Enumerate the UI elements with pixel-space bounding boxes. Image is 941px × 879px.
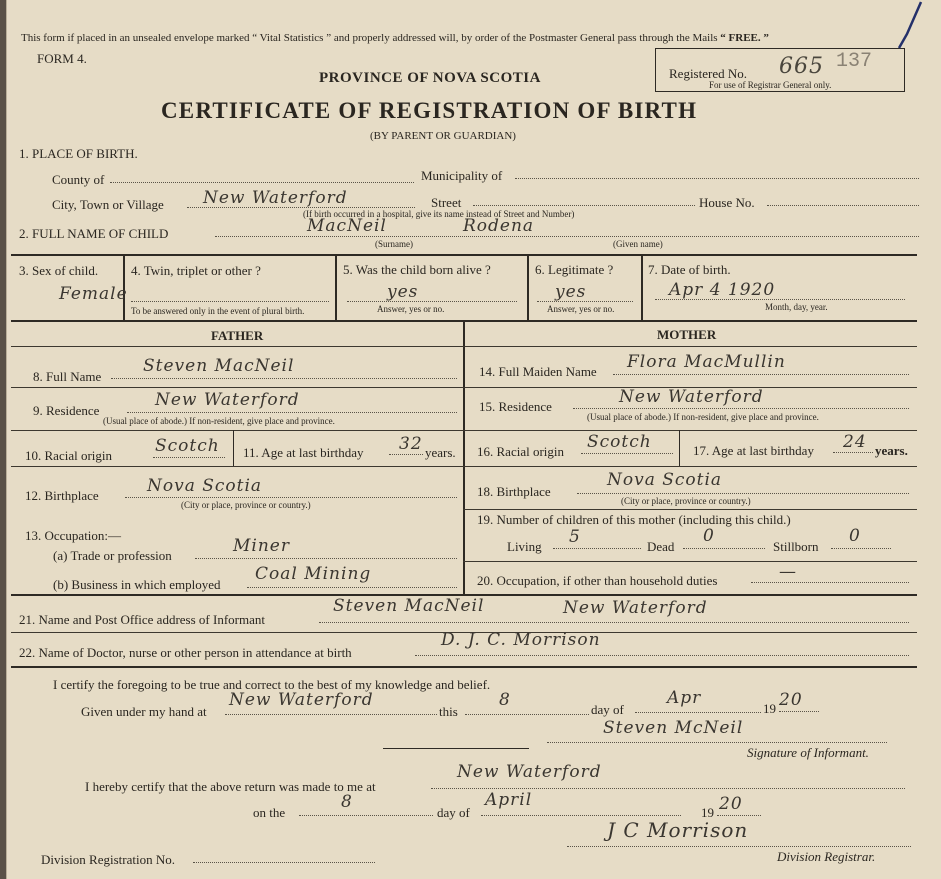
signature-line	[547, 742, 887, 743]
row-rule-birthplace	[11, 466, 917, 467]
father-res-label: 9. Residence	[33, 403, 100, 418]
mother-racial-divider	[679, 430, 680, 466]
registrar-line	[567, 846, 911, 847]
day-value: 8	[499, 690, 511, 710]
return-month: April	[485, 790, 533, 810]
city-value: New Waterford	[203, 188, 348, 208]
mother-bp-note: (City or place, province or country.)	[621, 496, 751, 506]
return-day: 8	[341, 792, 353, 812]
mother-racial-value: Scotch	[587, 432, 652, 452]
division-registrar-label: Division Registrar.	[777, 849, 876, 864]
sex-label: 3. Sex of child.	[19, 263, 99, 278]
registrar-signature: J C Morrison	[607, 818, 749, 842]
twin-note: To be answered only in the event of plural birth.	[131, 306, 305, 316]
hospital-note: (If birth occurred in a hospital, give its name instead of Street and Number)	[303, 209, 575, 219]
father-trade-value: Miner	[233, 536, 290, 556]
mother-name-label: 14. Full Maiden Name	[479, 364, 597, 379]
mother-racial-line	[581, 453, 673, 454]
mother-age-line	[833, 452, 873, 453]
father-age-line	[389, 454, 423, 455]
mother-occupation-line	[751, 582, 909, 583]
mother-res-line	[573, 408, 909, 409]
registered-label: Registered No.	[669, 66, 747, 81]
twin-line	[131, 301, 329, 302]
father-racial-value: Scotch	[155, 436, 220, 456]
given-place: New Waterford	[229, 690, 374, 710]
father-res-note: (Usual place of abode.) If non-resident, give place and province.	[103, 416, 335, 426]
free-notice: “ FREE. ”	[720, 32, 769, 44]
on-the-label: on the	[253, 805, 286, 820]
mother-res-note: (Usual place of abode.) If non-resident, give place and province.	[587, 412, 819, 422]
signature-label: Signature of Informant.	[747, 745, 869, 760]
stillborn-line	[831, 548, 891, 549]
father-trade-line	[195, 558, 457, 559]
division-number-line	[193, 862, 375, 863]
registered-note: For use of Registrar General only.	[709, 80, 832, 90]
living-line	[553, 548, 641, 549]
row3-divider-2	[335, 254, 337, 320]
dead-label: Dead	[647, 539, 675, 554]
father-business-value: Coal Mining	[255, 564, 372, 584]
father-bp-line	[125, 497, 457, 498]
month-value: Apr	[667, 688, 702, 708]
doctor-label: 22. Name of Doctor, nurse or other person in attendance at birth	[19, 645, 352, 660]
father-name-label: 8. Full Name	[33, 369, 102, 384]
row-rule-racial	[11, 430, 917, 431]
registered-stamp: 137	[836, 50, 873, 73]
county-label: County of	[52, 172, 105, 187]
mother-heading: MOTHER	[657, 327, 717, 342]
return-label: I hereby certify that the above return was made to me at	[85, 779, 376, 794]
stillborn-value: 0	[849, 526, 861, 546]
street-label: Street	[431, 195, 462, 210]
mother-children-label: 19. Number of children of this mother (including this child.)	[477, 512, 791, 527]
row3-top-rule	[11, 254, 917, 256]
center-rule	[383, 748, 529, 749]
registered-number: 665	[779, 54, 824, 79]
given-label: Given under my hand at	[81, 704, 207, 719]
postal-notice-text: This form if placed in an unsealed envelope marked “ Vital Statistics ” and properly addressed will, by order of the Postmaster General pass through the Mails	[21, 32, 718, 44]
return-place-line	[431, 788, 905, 789]
dead-value: 0	[703, 526, 715, 546]
this-label: this	[439, 704, 458, 719]
father-business-line	[247, 587, 457, 588]
month-line	[635, 712, 761, 713]
house-label: House No.	[699, 195, 755, 210]
province-title: PROVINCE OF NOVA SCOTIA	[319, 70, 541, 86]
city-line	[187, 207, 415, 208]
stillborn-label: Stillborn	[773, 539, 819, 554]
father-racial-divider	[233, 430, 234, 466]
mother-bp-value: Nova Scotia	[607, 470, 723, 490]
form-number: FORM 4.	[37, 51, 87, 66]
doctor-value: D. J. C. Morrison	[441, 630, 601, 650]
return-month-line	[481, 815, 681, 816]
alive-label: 5. Was the child born alive ?	[343, 262, 491, 277]
father-years: years.	[425, 445, 456, 460]
child-surname: MacNeil	[307, 216, 387, 236]
check-mark-icon	[885, 0, 925, 60]
mother-name-value: Flora MacMullin	[627, 352, 786, 372]
child-given-name: Rodena	[463, 216, 535, 236]
given-note: (Given name)	[613, 239, 663, 249]
mother-racial-label: 16. Racial origin	[477, 444, 565, 459]
mother-age-label: 17. Age at last birthday	[693, 443, 814, 458]
street-line	[473, 205, 695, 206]
division-number-label: Division Registration No.	[41, 852, 175, 867]
legit-note: Answer, yes or no.	[547, 304, 615, 314]
father-racial-line	[153, 457, 225, 458]
father-bp-label: 12. Birthplace	[25, 488, 99, 503]
day-of-label: day of	[591, 702, 624, 717]
doctor-line	[415, 655, 909, 656]
postal-notice	[21, 32, 769, 44]
alive-value: yes	[387, 282, 419, 302]
year-prefix: 19	[763, 701, 776, 716]
father-res-line	[127, 412, 457, 413]
parents-heading-rule	[11, 346, 917, 347]
informant-address: New Waterford	[563, 598, 708, 618]
return-place: New Waterford	[457, 762, 602, 782]
given-place-line	[225, 714, 437, 715]
dead-line	[683, 548, 765, 549]
alive-note: Answer, yes or no.	[377, 304, 445, 314]
row-rule-res	[11, 387, 917, 388]
father-racial-label: 10. Racial origin	[25, 448, 113, 463]
father-bp-value: Nova Scotia	[147, 476, 263, 496]
certificate-title: CERTIFICATE OF REGISTRATION OF BIRTH	[161, 98, 698, 123]
surname-note: (Surname)	[375, 239, 413, 249]
county-line	[110, 182, 414, 183]
mother-name-line	[613, 374, 909, 375]
mother-occupation-label: 20. Occupation, if other than household duties	[477, 573, 718, 588]
father-name-line	[111, 378, 457, 379]
mother-age-value: 24	[843, 432, 867, 452]
father-age-value: 32	[399, 434, 423, 454]
father-business-label: (b) Business in which employed	[53, 577, 221, 592]
legit-value: yes	[555, 282, 587, 302]
row3-divider-3	[527, 254, 529, 320]
father-trade-label: (a) Trade or profession	[53, 548, 172, 563]
year-line	[779, 711, 819, 712]
mother-res-label: 15. Residence	[479, 399, 552, 414]
father-name-value: Steven MacNeil	[143, 356, 295, 376]
return-day-of-label: day of	[437, 805, 470, 820]
municipality-line	[515, 178, 919, 179]
year-value: 20	[779, 690, 803, 710]
return-year: 20	[719, 794, 743, 814]
birth-certificate	[6, 0, 941, 879]
mother-children-rule	[463, 509, 917, 510]
date-label: 7. Date of birth.	[648, 262, 731, 277]
father-bp-note: (City or place, province or country.)	[181, 500, 311, 510]
parents-divider	[463, 320, 465, 594]
place-heading: 1. PLACE OF BIRTH.	[19, 146, 138, 161]
mother-bp-line	[577, 493, 909, 494]
legit-label: 6. Legitimate ?	[535, 262, 614, 277]
informant-signature: Steven McNeil	[603, 718, 744, 738]
certify-statement: I certify the foregoing to be true and correct to the best of my knowledge and belief.	[53, 677, 491, 692]
father-heading: FATHER	[211, 328, 264, 343]
mother-bp-label: 18. Birthplace	[477, 484, 551, 499]
child-name-label: 2. FULL NAME OF CHILD	[19, 226, 169, 241]
child-name-line	[215, 236, 919, 237]
date-line	[655, 299, 905, 300]
mother-occupation-value: —	[779, 562, 797, 582]
house-line	[767, 205, 919, 206]
legit-line	[537, 301, 633, 302]
mother-occupation-rule	[463, 561, 917, 562]
date-note: Month, day, year.	[765, 302, 828, 312]
municipality-label: Municipality of	[421, 168, 503, 183]
informant-label: 21. Name and Post Office address of Informant	[19, 612, 265, 627]
informant-line	[319, 622, 909, 623]
certification-top-rule	[11, 666, 917, 668]
father-occupation-label: 13. Occupation:—	[25, 528, 122, 543]
return-year-prefix: 19	[701, 805, 714, 820]
certificate-subtitle: (BY PARENT OR GUARDIAN)	[370, 130, 516, 142]
mother-years: years.	[875, 443, 908, 458]
mother-res-value: New Waterford	[619, 387, 764, 407]
date-value: Apr 4 1920	[669, 280, 776, 300]
city-label: City, Town or Village	[52, 197, 164, 212]
living-value: 5	[569, 527, 581, 547]
father-res-value: New Waterford	[155, 390, 300, 410]
father-age-label: 11. Age at last birthday	[243, 445, 364, 460]
living-label: Living	[507, 539, 542, 554]
return-year-line	[717, 815, 761, 816]
twin-label: 4. Twin, triplet or other ?	[131, 263, 261, 278]
row3-divider-4	[641, 254, 643, 320]
sex-value: Female	[59, 284, 128, 304]
informant-name: Steven MacNeil	[333, 596, 485, 616]
alive-line	[347, 301, 517, 302]
day-line	[465, 714, 589, 715]
return-day-line	[299, 815, 433, 816]
